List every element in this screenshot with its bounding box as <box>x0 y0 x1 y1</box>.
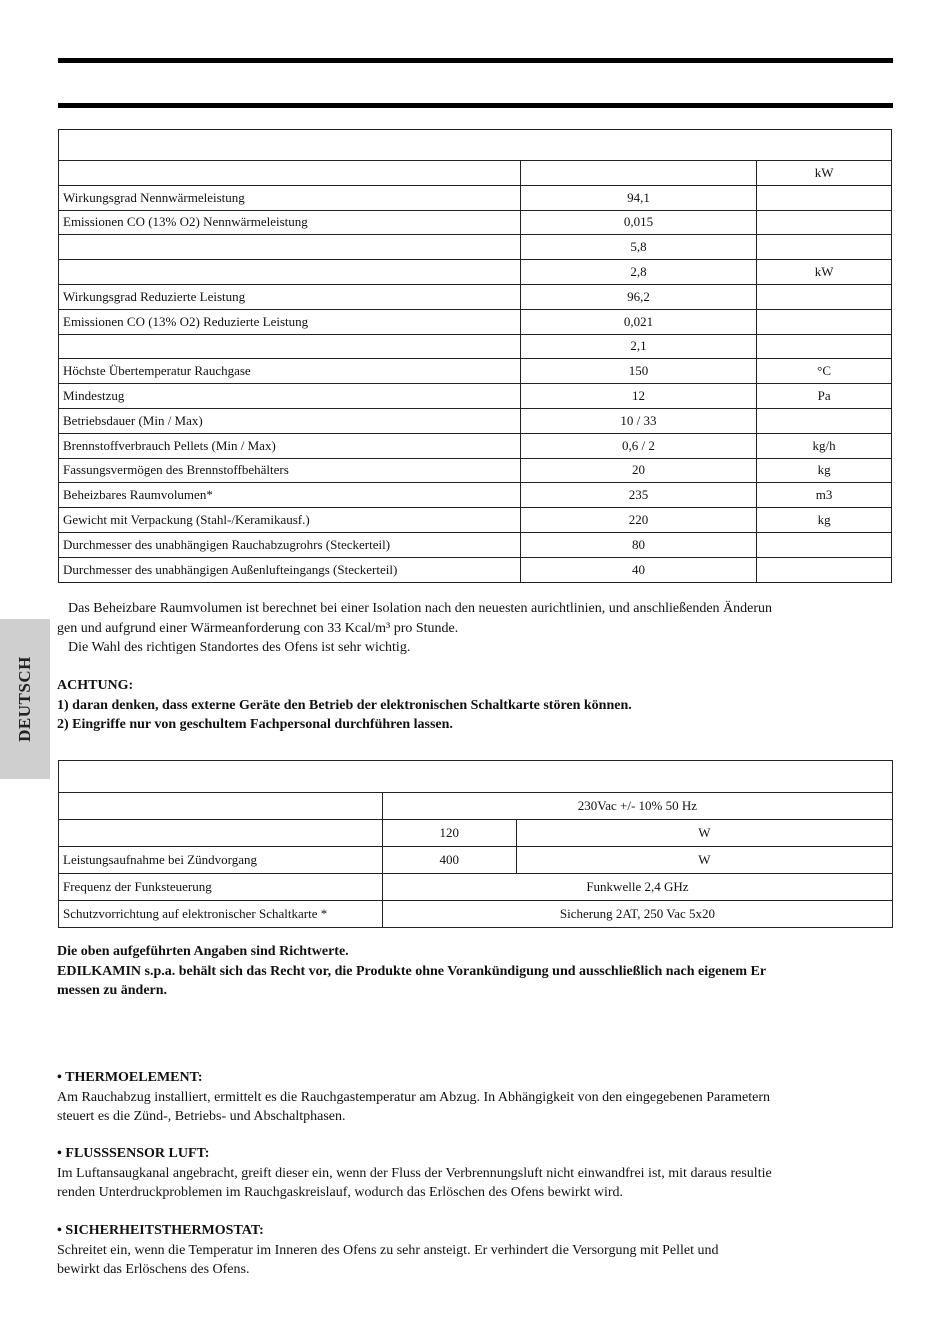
row-value: 0,6 / 2 <box>520 433 757 458</box>
disclaimer-block <box>57 942 872 1001</box>
location-note: Die Wahl des richtigen Standortes des Ofens ist sehr wichtig. <box>68 640 411 655</box>
row-label <box>59 161 521 186</box>
sensor-safety-thermostat <box>57 1221 872 1280</box>
volume-note-line: gen und aufgrund einer Wärmeanforderung con 33 Kcal/m³ pro Stunde. <box>57 620 459 636</box>
sensor-text: Am Rauchabzug installiert, ermittelt es die Rauchgastemperatur am Abzug. In Abhängigkeit von den eingegebenen Parametern <box>57 1089 770 1105</box>
row-unit: kg <box>757 508 892 533</box>
row-value: 2,8 <box>520 260 757 285</box>
disclaimer-line: Die oben aufgeführten Angaben sind Richtwerte. <box>57 944 349 959</box>
table-row <box>59 161 892 186</box>
row-value: 12 <box>520 384 757 409</box>
power-value: 120 <box>382 820 516 847</box>
warning-item: 1) daran denken, dass externe Geräte den Betrieb der elektronischen Schaltkarte stören können. <box>57 697 632 713</box>
row-label: Gewicht mit Verpackung (Stahl-/Keramikausf.) <box>59 508 521 533</box>
table-row <box>59 532 892 557</box>
table-row <box>59 235 892 260</box>
table-row <box>59 458 892 483</box>
row-unit: kW <box>757 161 892 186</box>
row-value: 235 <box>520 483 757 508</box>
row-label <box>59 235 521 260</box>
row-unit: m3 <box>757 483 892 508</box>
language-tab <box>0 619 50 779</box>
row-label: Betriebsdauer (Min / Max) <box>59 408 521 433</box>
table-row <box>59 260 892 285</box>
row-value: 40 <box>520 557 757 582</box>
table-row <box>59 359 892 384</box>
row-label: Mindestzug <box>59 384 521 409</box>
row-unit <box>757 185 892 210</box>
table-row <box>59 384 892 409</box>
volume-note-line: Das Beheizbare Raumvolumen ist berechnet bei einer Isolation nach den neuesten aurichtlinien, und anschließenden Änderun <box>68 601 773 616</box>
row-label <box>59 334 521 359</box>
row-unit <box>757 557 892 582</box>
row-unit <box>757 408 892 433</box>
protection-value: Sicherung 2AT, 250 Vac 5x20 <box>382 901 892 928</box>
row-label: Beheizbares Raumvolumen* <box>59 483 521 508</box>
row-value: 0,015 <box>520 210 757 235</box>
row-value: 150 <box>520 359 757 384</box>
sensor-text: bewirkt das Erlöschens des Ofens. <box>57 1262 250 1277</box>
sensor-text: steuert es die Zünd-, Betriebs- und Abschaltphasen. <box>57 1109 346 1124</box>
row-label: Wirkungsgrad Nennwärmeleistung <box>59 185 521 210</box>
row-unit <box>757 309 892 334</box>
warning-item: 2) Eingriffe nur von geschultem Fachpersonal durchführen lassen. <box>57 717 453 732</box>
row-unit <box>757 532 892 557</box>
row-value: 94,1 <box>520 185 757 210</box>
sensor-title: • SICHERHEITSTHERMOSTAT: <box>57 1223 264 1238</box>
row-label: Durchmesser des unabhängigen Rauchabzugrohrs (Steckerteil) <box>59 532 521 557</box>
row-unit: kg <box>757 458 892 483</box>
table-row <box>59 185 892 210</box>
row-label <box>59 260 521 285</box>
row-unit <box>757 235 892 260</box>
disclaimer-line: messen zu ändern. <box>57 983 168 998</box>
row-label: Fassungsvermögen des Brennstoffbehälters <box>59 458 521 483</box>
sensor-title: • THERMOELEMENT: <box>57 1070 203 1085</box>
row-value: 96,2 <box>520 284 757 309</box>
table-row <box>59 793 893 820</box>
table-row <box>59 334 892 359</box>
row-unit <box>757 210 892 235</box>
row-unit: kW <box>757 260 892 285</box>
row-unit <box>757 334 892 359</box>
sensor-text: renden Unterdruckproblemen im Rauchgaskreislauf, wodurch das Erlöschen des Ofens bewirkt wird. <box>57 1185 624 1200</box>
sensor-text: Schreitet ein, wenn die Temperatur im Inneren des Ofens zu sehr ansteigt. Er verhindert die Versorgung mit Pellet und <box>57 1242 719 1258</box>
table-row <box>59 557 892 582</box>
row-label: Emissionen CO (13% O2) Reduzierte Leistung <box>59 309 521 334</box>
row-label: Durchmesser des unabhängigen Außenlufteingangs (Steckerteil) <box>59 557 521 582</box>
row-value: 10 / 33 <box>520 408 757 433</box>
protection-label: Schutzvorrichtung auf elektronischer Schaltkarte * <box>59 901 383 928</box>
table-header-row <box>59 761 893 793</box>
radio-value: Funkwelle 2,4 GHz <box>382 874 892 901</box>
table-row <box>59 847 893 874</box>
table-row <box>59 483 892 508</box>
ignition-value: 400 <box>382 847 516 874</box>
sensor-thermoelement <box>57 1068 872 1127</box>
ignition-unit: W <box>516 847 892 874</box>
disclaimer-line: EDILKAMIN s.p.a. behält sich das Recht vor, die Produkte ohne Vorankündigung und ausschließlich nach eigenem Er <box>57 963 767 979</box>
table-header-row <box>59 130 892 161</box>
row-unit: Pa <box>757 384 892 409</box>
row-label: Wirkungsgrad Reduzierte Leistung <box>59 284 521 309</box>
language-label: DEUTSCH <box>15 656 34 742</box>
warning-block <box>57 676 872 735</box>
table-row <box>59 284 892 309</box>
row-value: 0,021 <box>520 309 757 334</box>
table-row <box>59 901 893 928</box>
sensor-flow <box>57 1144 872 1203</box>
row-value: 220 <box>520 508 757 533</box>
supply-value: 230Vac +/- 10% 50 Hz <box>382 793 892 820</box>
row-value <box>520 161 757 186</box>
row-unit <box>757 284 892 309</box>
sensor-text: Im Luftansaugkanal angebracht, greift dieser ein, wenn der Fluss der Verbrennungsluft nicht einwandfrei ist, mit daraus resultie <box>57 1165 772 1181</box>
row-label: Emissionen CO (13% O2) Nennwärmeleistung <box>59 210 521 235</box>
header-rule <box>58 103 893 108</box>
table-row <box>59 408 892 433</box>
table-row <box>59 874 893 901</box>
row-label: Brennstoffverbrauch Pellets (Min / Max) <box>59 433 521 458</box>
volume-note <box>57 599 872 658</box>
row-value: 20 <box>520 458 757 483</box>
technical-data-table <box>58 129 892 583</box>
row-unit: kg/h <box>757 433 892 458</box>
row-value: 80 <box>520 532 757 557</box>
row-unit: °C <box>757 359 892 384</box>
table-row <box>59 210 892 235</box>
power-unit: W <box>516 820 892 847</box>
row-value: 2,1 <box>520 334 757 359</box>
row-label: Höchste Übertemperatur Rauchgase <box>59 359 521 384</box>
electrical-data-table <box>58 760 893 928</box>
table-row <box>59 433 892 458</box>
ignition-label: Leistungsaufnahme bei Zündvorgang <box>59 847 383 874</box>
top-rule <box>58 58 893 63</box>
table-row <box>59 820 893 847</box>
table-row <box>59 309 892 334</box>
row-value: 5,8 <box>520 235 757 260</box>
table-row <box>59 508 892 533</box>
warning-title: ACHTUNG: <box>57 678 134 693</box>
radio-label: Frequenz der Funksteuerung <box>59 874 383 901</box>
sensor-title: • FLUSSSENSOR LUFT: <box>57 1146 210 1161</box>
